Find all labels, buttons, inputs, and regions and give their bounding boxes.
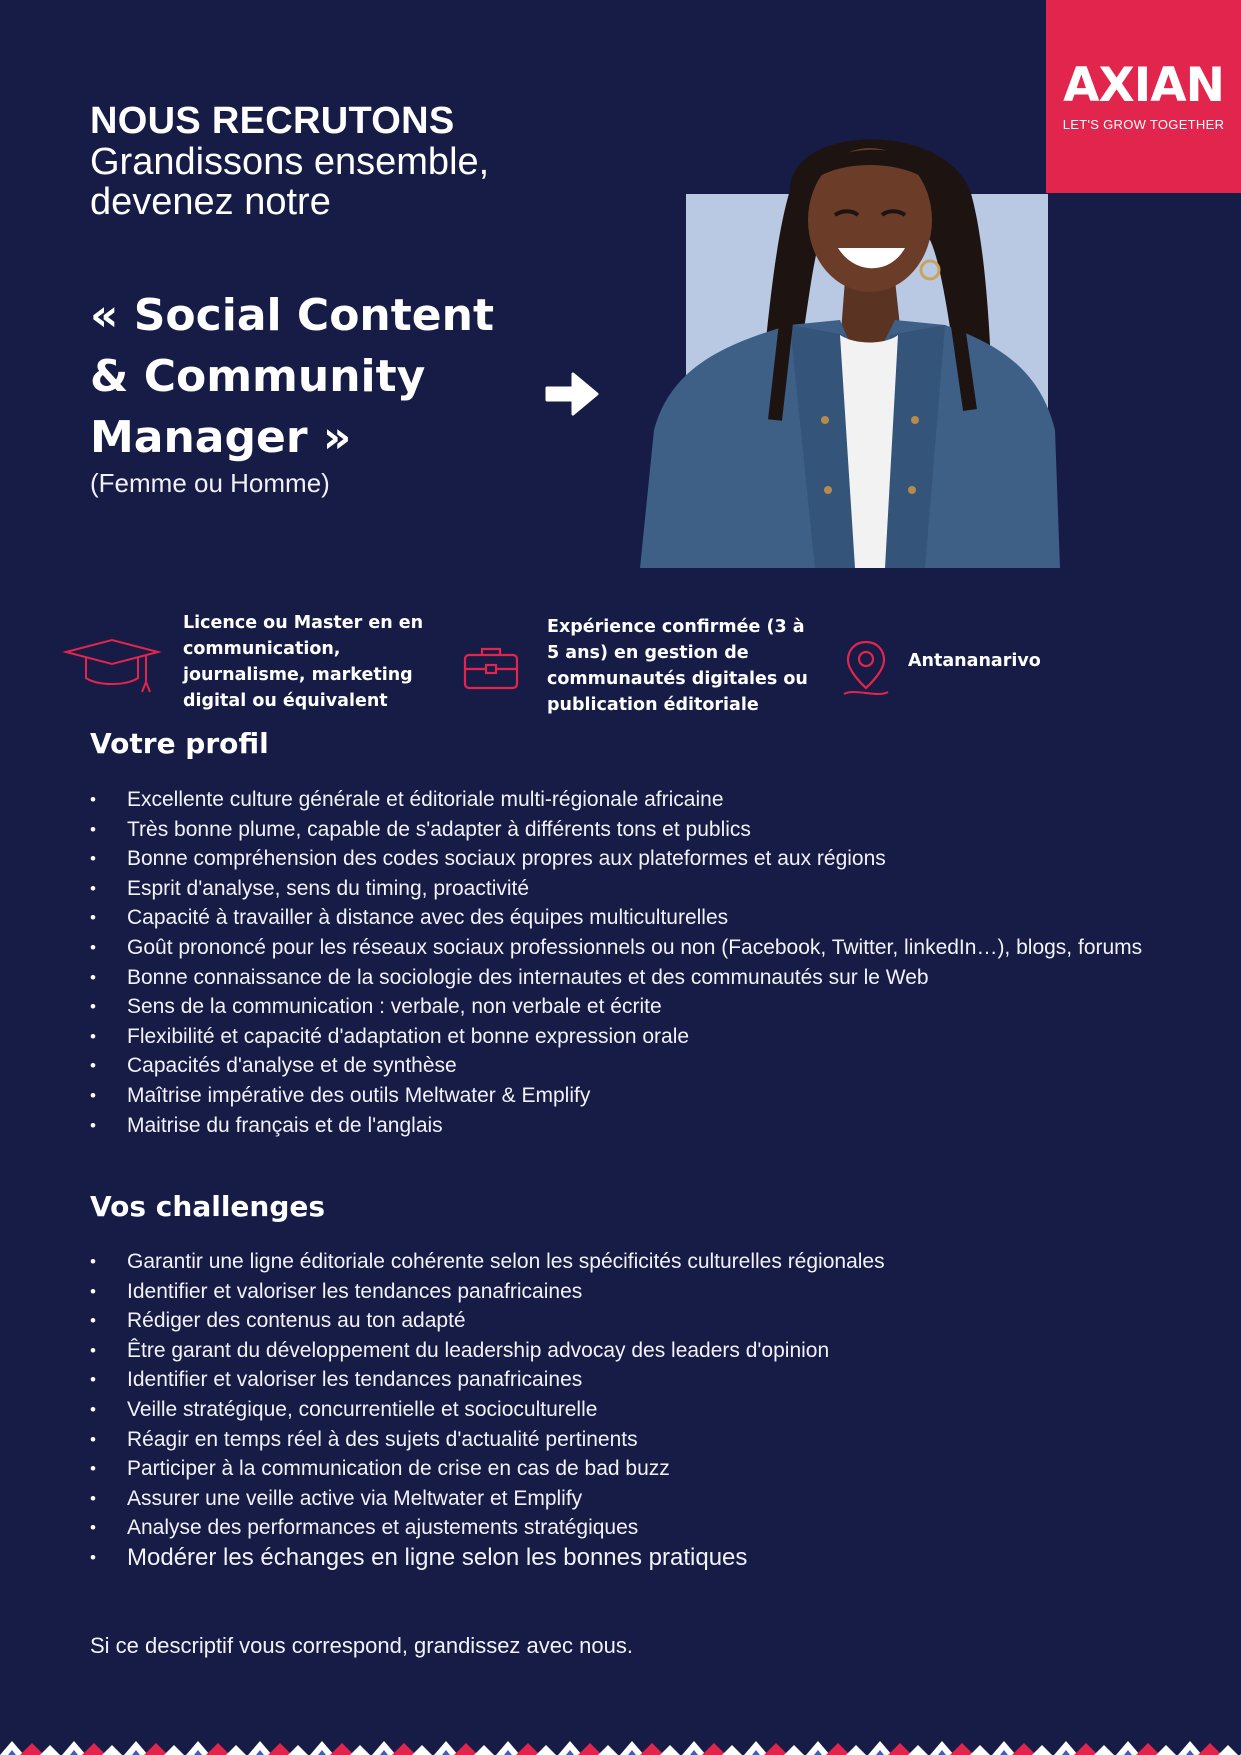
gender-note: (Femme ou Homme) xyxy=(90,468,330,498)
list-item: • Veille stratégique, concurrentielle et socioculturelle xyxy=(90,1395,1170,1425)
axian-logo xyxy=(1046,0,1241,193)
logo-wordmark: AXIAN xyxy=(1063,58,1224,113)
list-item: • Sens de la communication : verbale, non verbale et écrite xyxy=(90,992,1170,1022)
arrow-right-icon xyxy=(543,368,601,420)
list-item: • Maîtrise impérative des outils Meltwater & Emplify xyxy=(90,1081,1170,1111)
job-title: « Social Content & Community Manager » xyxy=(90,290,494,463)
candidate-photo xyxy=(640,130,1060,568)
closing-line: Si ce descriptif vous correspond, grandissez avec nous. xyxy=(90,1633,633,1658)
list-item: • Participer à la communication de crise en cas de bad buzz xyxy=(90,1454,1170,1484)
hiring-eyebrow: NOUS RECRUTONS xyxy=(90,100,455,142)
list-item: • Rédiger des contenus au ton adapté xyxy=(90,1306,1170,1336)
location-requirement: Antananarivo xyxy=(908,651,1041,671)
list-item: • Identifier et valoriser les tendances panafricaines xyxy=(90,1365,1170,1395)
experience-requirement: Expérience confirmée (3 à 5 ans) en gestion de communautés digitales ou publication éditoriale xyxy=(547,617,808,715)
list-item: • Réagir en temps réel à des sujets d'actualité pertinents xyxy=(90,1425,1170,1455)
list-item: • Capacités d'analyse et de synthèse xyxy=(90,1051,1170,1081)
education-requirement: Licence ou Master en en communication, journalisme, marketing digital ou équivalent xyxy=(183,613,424,711)
list-item: • Être garant du développement du leadership advocay des leaders d'opinion xyxy=(90,1336,1170,1366)
list-item: • Bonne compréhension des codes sociaux propres aux plateformes et aux régions xyxy=(90,844,1170,874)
profile-list xyxy=(90,785,1170,1140)
list-item: • Identifier et valoriser les tendances panafricaines xyxy=(90,1277,1170,1307)
challenges-list xyxy=(90,1247,1170,1573)
list-item: • Très bonne plume, capable de s'adapter à différents tons et publics xyxy=(90,815,1170,845)
list-item: • Bonne connaissance de la sociologie des internautes et des communautés sur le Web xyxy=(90,963,1170,993)
list-item: • Assurer une veille active via Meltwater et Emplify xyxy=(90,1484,1170,1514)
list-item: • Flexibilité et capacité d'adaptation et bonne expression orale xyxy=(90,1022,1170,1052)
list-item: • Garantir une ligne éditoriale cohérente selon les spécificités culturelles régionales xyxy=(90,1247,1170,1277)
list-item: • Goût prononcé pour les réseaux sociaux professionnels ou non (Facebook, Twitter, linkedIn…), blogs, forums xyxy=(90,933,1170,963)
briefcase-icon xyxy=(462,645,520,691)
logo-tagline: LET'S GROW TOGETHER xyxy=(1062,117,1225,132)
challenges-section-title: Vos challenges xyxy=(90,1190,326,1223)
list-item: • Analyse des performances et ajustements stratégiques xyxy=(90,1513,1170,1543)
list-item: • Excellente culture générale et éditoriale multi-régionale africaine xyxy=(90,785,1170,815)
list-item: • Maitrise du français et de l'anglais xyxy=(90,1111,1170,1141)
profile-section-title: Votre profil xyxy=(90,727,269,760)
list-item: • Esprit d'analyse, sens du timing, proactivité xyxy=(90,874,1170,904)
list-item: • Capacité à travailler à distance avec des équipes multiculturelles xyxy=(90,903,1170,933)
list-item: • Modérer les échanges en ligne selon les bonnes pratiques xyxy=(90,1543,1170,1573)
intro-text: Grandissons ensemble, devenez notre xyxy=(90,141,490,223)
graduation-cap-icon xyxy=(62,638,162,696)
location-pin-icon xyxy=(840,638,892,700)
decorative-pattern-band xyxy=(0,1735,1241,1755)
